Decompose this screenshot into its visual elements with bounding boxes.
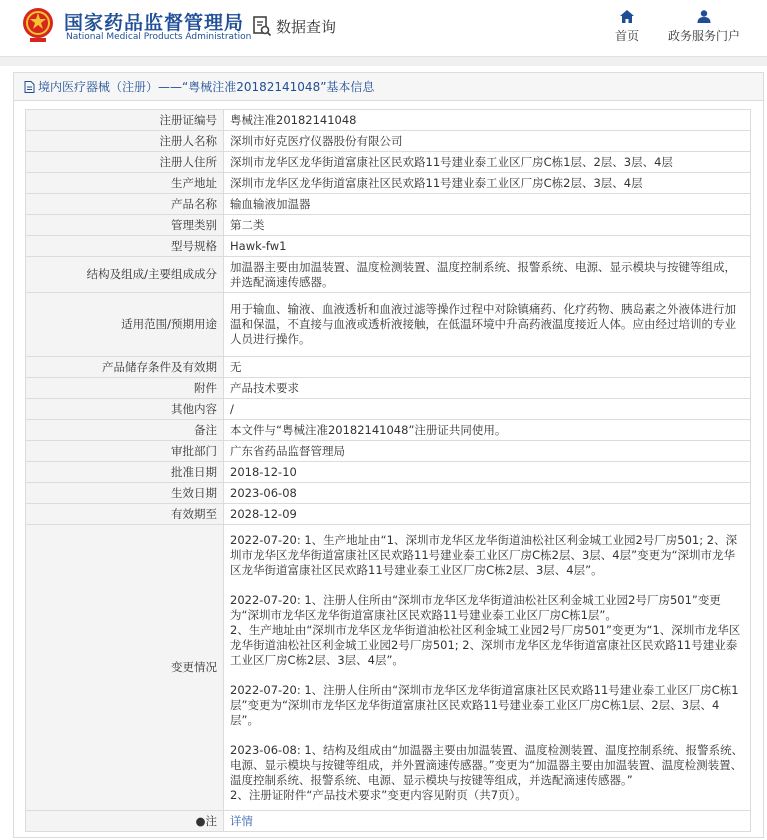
- field-key: 批准日期: [26, 462, 224, 483]
- table-row: [26, 293, 751, 357]
- field-key: 适用范围/预期用途: [26, 293, 224, 357]
- data-query-title: [252, 14, 336, 38]
- top-bar: [0, 0, 767, 56]
- table-row: [26, 173, 751, 194]
- field-key: 结构及组成/主要组成成分: [26, 257, 224, 293]
- change-history-value: 2022-07-20: 1、生产地址由“1、深圳市龙华区龙华街道油松社区利金城工业园2号厂房501; 2、深圳市龙华区龙华街道富康社区民欢路11号建业泰工业区厂房C栋2层、3层、4层”变更为“深圳市龙华区龙华街道富康社区民欢路11号建业泰工业区厂房C栋2层、3层、4层”。 2022-07-20: 1、注册人住所由“深圳市龙华区龙华街道油松社区利金城工业园2号厂房501”变更为“深圳市龙华区龙华街道富康社区民欢路11号建业泰工业区厂房C栋1层”。 2、生产地址由“深圳市龙华区龙华街道油松社区利金城工业园2号厂房501”变更为“1、深圳市龙华区龙华街道油松社区利金城工业园2号厂房501; 2、深圳市龙华区龙华街道富康社区民欢路11号建业泰工业区厂房C栋2层、3层、4层”。 2022-07-20: 1、注册人住所由“深圳市龙华区龙华街道富康社区民欢路11号建业泰工业区厂房C栋1层”变更为“深圳市龙华区龙华街道富康社区民欢路11号建业泰工业区厂房C栋1层、2层、3层、4层”。 2023-06-08: 1、结构及组成由“加温器主要由加温装置、温度检测装置、温度控制系统、报警系统、电源、显示模块与按键等组成，并外置滴速传感器。”变更为“加温器主要由加温装置、温度检测装置、温度控制系统、报警系统、电源、显示模块与按键等组成，并选配滴速传感器。” 2、注册证附件“产品技术要求”变更内容见附页（共7页）。: [224, 525, 751, 811]
- table-row: [26, 504, 751, 525]
- table-row: [26, 215, 751, 236]
- field-value: /: [224, 399, 751, 420]
- field-key: 审批部门: [26, 441, 224, 462]
- data-query-label: 数据查询: [276, 17, 337, 36]
- field-value: 输血输液加温器: [224, 194, 751, 215]
- table-row: [26, 525, 751, 811]
- detail-panel: [13, 72, 764, 838]
- nav-home-link[interactable]: [610, 10, 644, 44]
- table-row: [26, 152, 751, 173]
- field-value: 2018-12-10: [224, 462, 751, 483]
- table-row: [26, 399, 751, 420]
- table-row: [26, 194, 751, 215]
- field-value: 用于输血、输液、血液透析和血液过滤等操作过程中对除镇痛药、化疗药物、胰岛素之外液体进行加温和保温，不直接与血液或透析液接触，在低温环境中升高药液温度接近人体。应由经过培训的专业人员进行操作。: [224, 293, 751, 357]
- table-row: [26, 441, 751, 462]
- field-value: 深圳市龙华区龙华街道富康社区民欢路11号建业泰工业区厂房C栋1层、2层、3层、4层: [224, 152, 751, 173]
- org-name-en: National Medical Products Administration: [66, 32, 252, 42]
- table-row: [26, 110, 751, 131]
- table-row: [26, 483, 751, 504]
- home-icon: [620, 10, 634, 23]
- field-key: 注册证编号: [26, 110, 224, 131]
- field-key: 注册人住所: [26, 152, 224, 173]
- field-value: 加温器主要由加温装置、温度检测装置、温度控制系统、报警系统、电源、显示模块与按键等组成，并选配滴速传感器。: [224, 257, 751, 293]
- field-value: 本文件与“粤械注准20182141048”注册证共同使用。: [224, 420, 751, 441]
- document-search-icon: [252, 15, 272, 37]
- field-key: 生产地址: [26, 173, 224, 194]
- table-row: [26, 420, 751, 441]
- user-icon: [697, 10, 711, 23]
- field-key: 其他内容: [26, 399, 224, 420]
- note-key: ●注: [26, 811, 224, 832]
- breadcrumb: [14, 73, 763, 101]
- table-row: [26, 236, 751, 257]
- national-emblem-icon: [22, 6, 54, 44]
- table-row: [26, 357, 751, 378]
- field-value: 深圳市龙华区龙华街道富康社区民欢路11号建业泰工业区厂房C栋2层、3层、4层: [224, 173, 751, 194]
- header-divider: [0, 56, 767, 66]
- details-link[interactable]: 详情: [230, 813, 253, 828]
- field-value: 产品技术要求: [224, 378, 751, 399]
- table-row: [26, 131, 751, 152]
- table-row: [26, 257, 751, 293]
- field-key: 变更情况: [26, 525, 224, 811]
- nav-home-label: 首页: [614, 29, 639, 43]
- field-key: 注册人名称: [26, 131, 224, 152]
- field-value: 广东省药品监督管理局: [224, 441, 751, 462]
- field-value: 无: [224, 357, 751, 378]
- document-icon: [24, 81, 35, 93]
- field-value: 第二类: [224, 215, 751, 236]
- nav-gov-portal-link[interactable]: [664, 10, 744, 44]
- field-key: 管理类别: [26, 215, 224, 236]
- field-value: 2028-12-09: [224, 504, 751, 525]
- field-key: 产品名称: [26, 194, 224, 215]
- field-value: 粤械注准20182141048: [224, 110, 751, 131]
- field-value: 2023-06-08: [224, 483, 751, 504]
- registration-detail-table: [25, 109, 751, 832]
- field-key: 附件: [26, 378, 224, 399]
- field-key: 产品储存条件及有效期: [26, 357, 224, 378]
- table-row: [26, 811, 751, 832]
- org-name-cn: 国家药品监督管理局: [64, 12, 245, 34]
- field-key: 有效期至: [26, 504, 224, 525]
- field-key: 生效日期: [26, 483, 224, 504]
- breadcrumb-text: 境内医疗器械（注册）——“粤械注准20182141048”基本信息: [38, 80, 375, 94]
- field-key: 型号规格: [26, 236, 224, 257]
- field-key: 备注: [26, 420, 224, 441]
- table-row: [26, 378, 751, 399]
- field-value: Hawk-fw1: [224, 236, 751, 257]
- field-value: 深圳市好克医疗仪器股份有限公司: [224, 131, 751, 152]
- table-row: [26, 462, 751, 483]
- nav-gov-portal-label: 政务服务门户: [667, 29, 740, 43]
